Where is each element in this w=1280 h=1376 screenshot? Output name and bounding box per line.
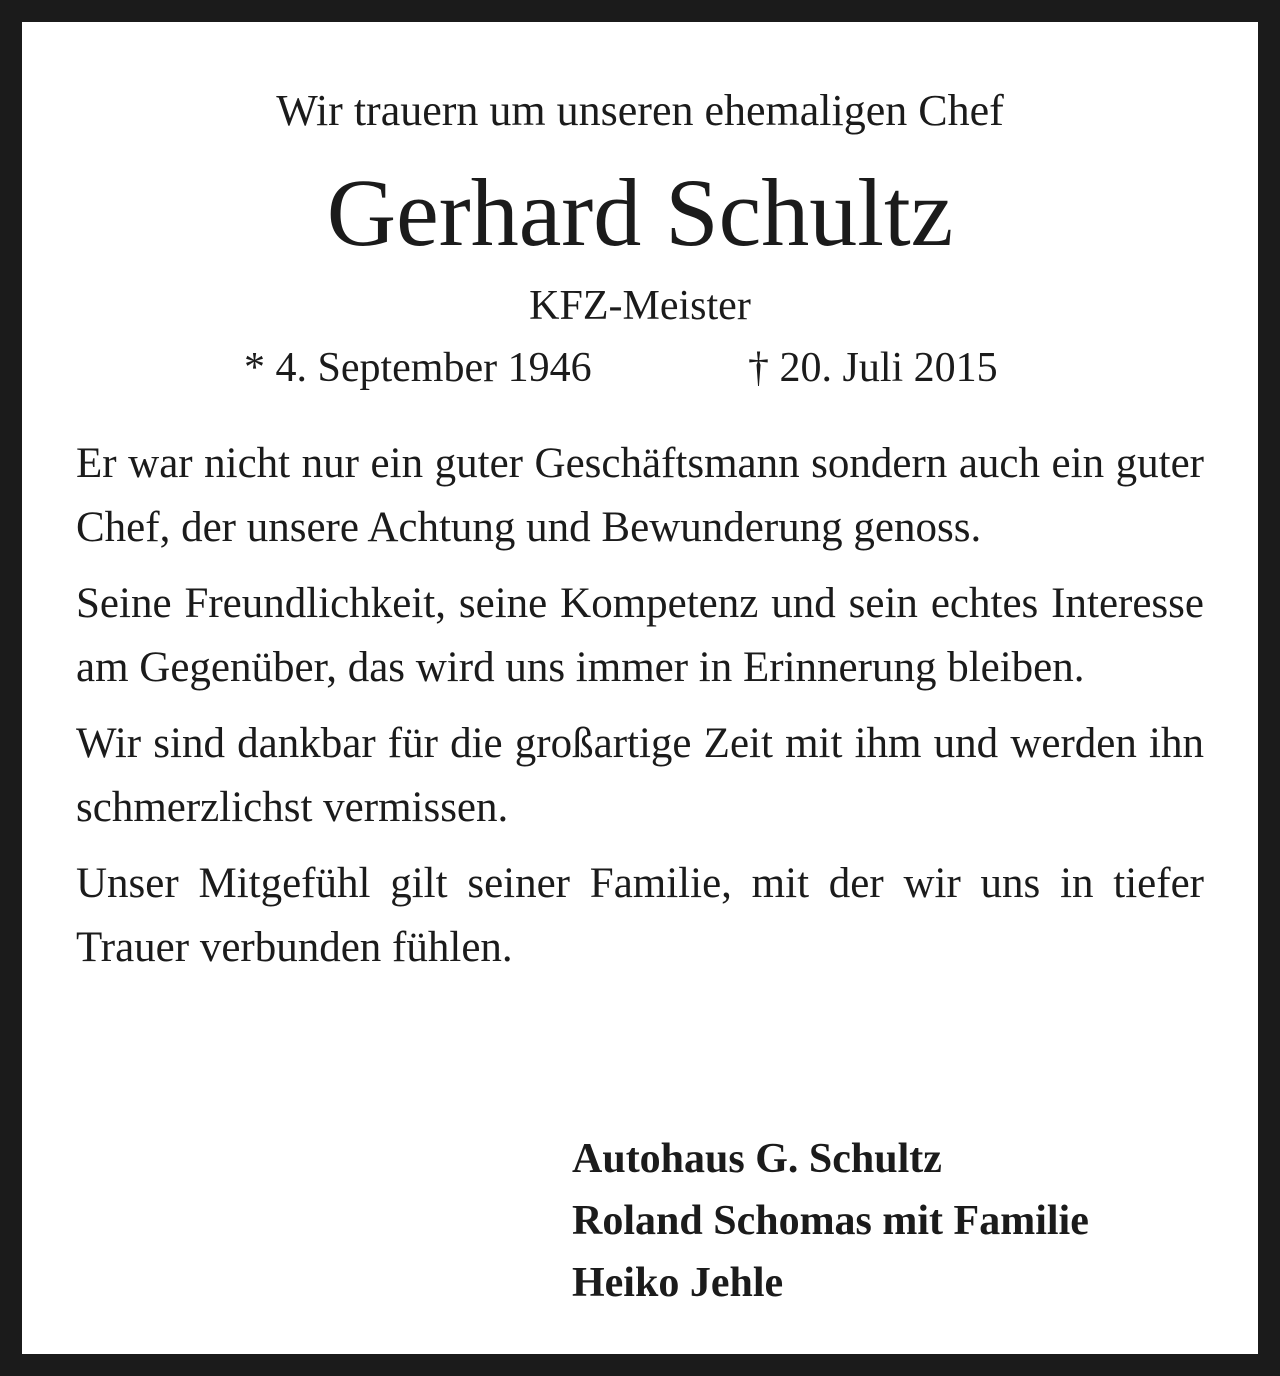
deceased-name: Gerhard Schultz — [326, 159, 954, 266]
occupation: KFZ-Meister — [529, 283, 751, 329]
paragraph: Wir sind dankbar für die großartige Zeit mit ihm und werden ihn schmerzlichst vermissen. — [76, 720, 1204, 831]
intro-line: Wir trauern um unseren ehemaligen Chef — [276, 86, 1004, 135]
birth-date: * 4. September 1946 — [244, 345, 592, 391]
signature-line: Roland Schomas mit Familie — [572, 1198, 1089, 1244]
death-date: † 20. Juli 2015 — [748, 345, 998, 391]
obituary-text — [76, 432, 1204, 992]
signature-line: Heiko Jehle — [572, 1260, 784, 1306]
life-dates — [0, 342, 1280, 396]
paragraph: Unser Mitgefühl gilt seiner Familie, mit der wir uns in tiefer Trauer verbunden fühlen. — [76, 860, 1204, 971]
paragraph: Seine Freundlichkeit, seine Kompetenz und sein echtes Interesse am Gegenüber, das wird uns immer in Erinnerung bleiben. — [76, 580, 1204, 691]
signature-line: Autohaus G. Schultz — [572, 1136, 942, 1182]
paragraph: Er war nicht nur ein guter Geschäftsmann sondern auch ein guter Chef, der unsere Achtung und Bewunderung genoss. — [76, 440, 1204, 551]
signatures — [572, 1128, 1089, 1314]
